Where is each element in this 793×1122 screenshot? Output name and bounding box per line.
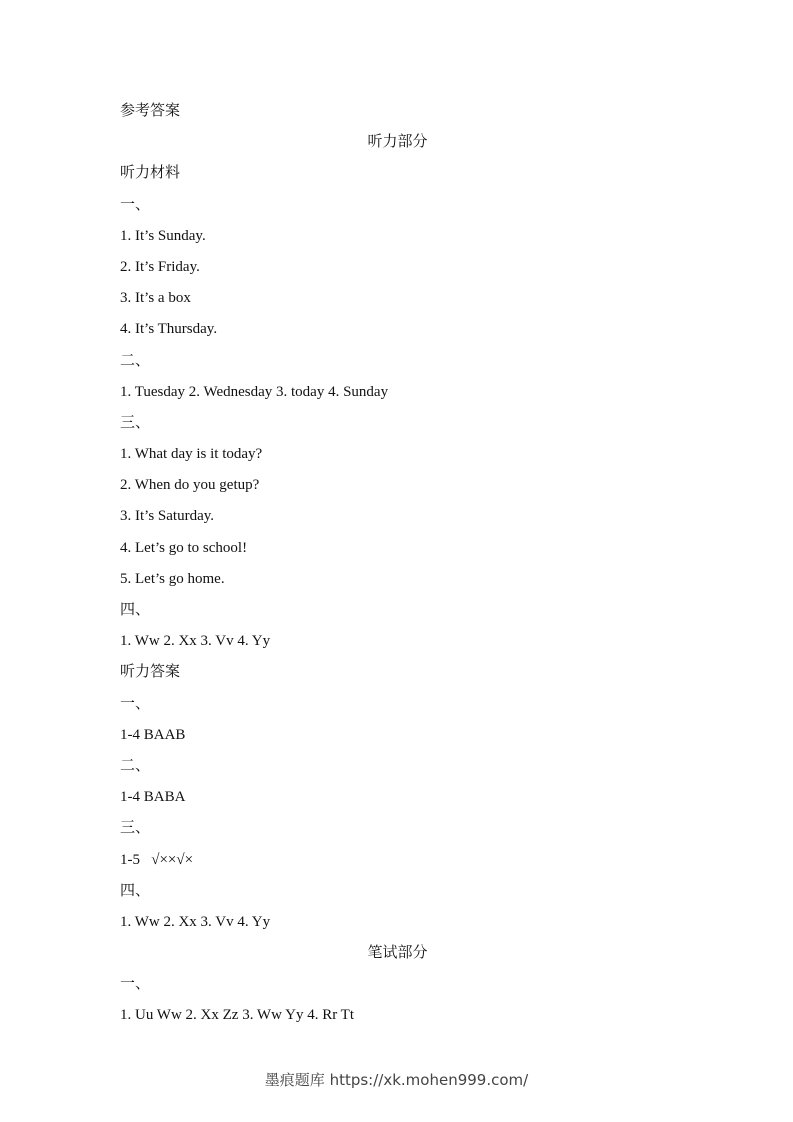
material-part4-item: 1. Ww 2. Xx 3. Vv 4. Yy [120, 633, 271, 650]
material-part2-label: 二、 [120, 352, 151, 369]
material-part3-item: 4. Let’s go to school! [120, 539, 248, 556]
material-part3-item: 5. Let’s go home. [120, 570, 225, 587]
material-part1-item: 4. It’s Thursday. [120, 321, 218, 338]
material-part1-item: 1. It’s Sunday. [120, 227, 206, 244]
answers-part4-answer: 1. Ww 2. Xx 3. Vv 4. Yy [120, 913, 271, 930]
material-part3-item: 2. When do you getup? [120, 477, 260, 494]
answers-part4-label: 四、 [120, 882, 151, 899]
material-part1-item: 2. It’s Friday. [120, 258, 200, 275]
answers-part1-label: 一、 [120, 695, 151, 712]
material-part3-label: 三、 [120, 414, 151, 431]
answers-part2-answer: 1-4 BABA [120, 789, 186, 806]
material-part2-item: 1. Tuesday 2. Wednesday 3. today 4. Sunday [120, 383, 389, 400]
answers-part3-answer: 1-5 √××√× [120, 851, 194, 868]
listening-material-heading: 听力材料 [120, 165, 181, 182]
written-part1-label: 一、 [120, 976, 151, 993]
section-listening-heading: 听力部分 [367, 134, 428, 151]
material-part3-item: 3. It’s Saturday. [120, 508, 215, 525]
listening-answers-heading: 听力答案 [120, 664, 181, 681]
section-written-heading: 笔试部分 [367, 945, 428, 962]
document-body [120, 96, 675, 1032]
answers-part3-label: 三、 [120, 820, 151, 837]
material-part1-label: 一、 [120, 196, 151, 213]
answers-part1-answer: 1-4 BAAB [120, 726, 186, 743]
material-part1-item: 3. It’s a box [120, 290, 191, 307]
material-part4-label: 四、 [120, 602, 151, 618]
written-part1-answer: 1. Uu Ww 2. Xx Zz 3. Ww Yy 4. Rr Tt [120, 1007, 355, 1024]
doc-title: 参考答案 [120, 103, 181, 119]
answers-part2-label: 二、 [120, 757, 151, 774]
footer-watermark: 墨痕题库 https://xk.mohen999.com/ [264, 1071, 529, 1089]
material-part3-item: 1. What day is it today? [120, 446, 263, 463]
